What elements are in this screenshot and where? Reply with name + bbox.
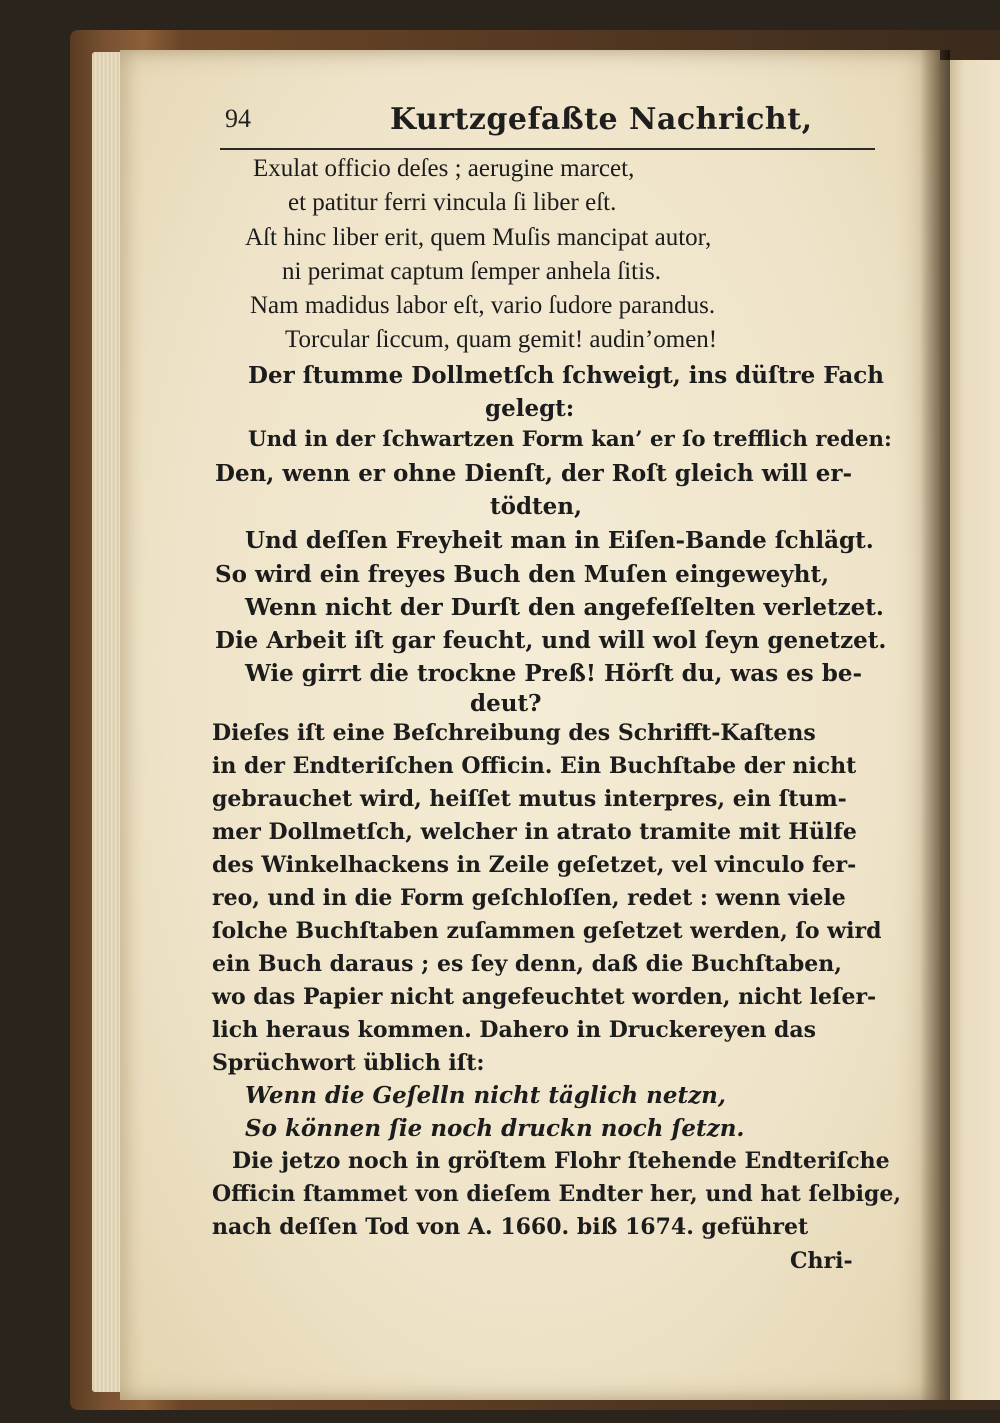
latin-line: Torcular ſiccum, quam gemit! audin’omen! bbox=[285, 326, 718, 353]
closing-line: nach deſſen Tod von A. 1660. biß 1674. geführet bbox=[212, 1214, 809, 1240]
german-line: deut? bbox=[470, 690, 542, 717]
latin-line: et patitur ferri vincula ſi liber eſt. bbox=[288, 189, 617, 216]
catchword: Chri- bbox=[790, 1248, 853, 1274]
german-line: Die Arbeit iſt gar feucht, und will wol ſeyn genetzet. bbox=[215, 627, 887, 654]
proverb-line: Wenn die Geſelln nicht täglich netzn, bbox=[245, 1082, 726, 1109]
prose-line: in der Endteriſchen Officin. Ein Buchſtabe der nicht bbox=[212, 753, 857, 779]
german-line: Wenn nicht der Durſt den angefeſſelten verletzet. bbox=[245, 594, 884, 621]
proverb-line: So können ſie noch druckn noch ſetzn. bbox=[245, 1115, 745, 1142]
gutter-shadow bbox=[920, 50, 950, 1400]
prose-line: wo das Papier nicht angefeuchtet worden, nicht leſer- bbox=[212, 984, 877, 1010]
german-line: Wie girrt die trockne Preß! Hörſt du, was es be- bbox=[245, 660, 863, 687]
german-line: Der ſtumme Dollmetſch ſchweigt, ins düſtre Fach bbox=[248, 362, 884, 389]
german-line: Und in der ſchwartzen Form kan’ er ſo trefflich reden: bbox=[248, 427, 892, 452]
prose-line: des Winkelhackens in Zeile geſetzet, vel vinculo fer- bbox=[212, 852, 857, 878]
page-number: 94 bbox=[225, 104, 251, 133]
latin-line: ni perimat captum ſemper anhela ſitis. bbox=[282, 258, 662, 285]
latin-line: Nam madidus labor eſt, vario ſudore parandus. bbox=[250, 292, 716, 319]
german-line: Und deſſen Freyheit man in Eiſen-Bande ſchlägt. bbox=[245, 527, 874, 554]
latin-line: Exulat officio deſes ; aerugine marcet, bbox=[253, 155, 635, 182]
closing-line: Officin ſtammet von dieſem Endter her, und hat ſelbige, bbox=[212, 1181, 902, 1207]
prose-line: reo, und in die Form geſchloſſen, redet : wenn viele bbox=[212, 885, 846, 911]
closing-line: Die jetzo noch in gröſtem Flohr ſtehende Endteriſche bbox=[232, 1148, 890, 1174]
page-header bbox=[225, 100, 875, 148]
prose-line: ein Buch daraus ; es ſey denn, daß die Buchſtaben, bbox=[212, 951, 842, 977]
header-rule bbox=[220, 148, 875, 150]
running-title: Kurtzgefaßte Nachricht, bbox=[390, 102, 813, 137]
prose-line: Sprüchwort üblich iſt: bbox=[212, 1050, 485, 1076]
prose-line: gebrauchet wird, heiſſet mutus interpres, ein ſtum- bbox=[212, 786, 847, 812]
prose-line: Dieſes iſt eine Beſchreibung des Schrifft-Kaſtens bbox=[212, 720, 816, 746]
german-line: So wird ein freyes Buch den Muſen eingeweyht, bbox=[215, 561, 830, 588]
prose-line: ſolche Buchſtaben zuſammen geſetzet werden, ſo wird bbox=[212, 918, 882, 944]
german-line: tödten, bbox=[490, 493, 583, 520]
prose-line: mer Dollmetſch, welcher in atrato tramite mit Hülfe bbox=[212, 819, 857, 845]
german-line: Den, wenn er ohne Dienſt, der Roſt gleich will er- bbox=[215, 460, 853, 487]
latin-line: Aſt hinc liber erit, quem Muſis mancipat autor, bbox=[245, 224, 712, 251]
german-line: gelegt: bbox=[485, 395, 575, 422]
prose-line: lich heraus kommen. Dahero in Druckereyen das bbox=[212, 1017, 817, 1043]
